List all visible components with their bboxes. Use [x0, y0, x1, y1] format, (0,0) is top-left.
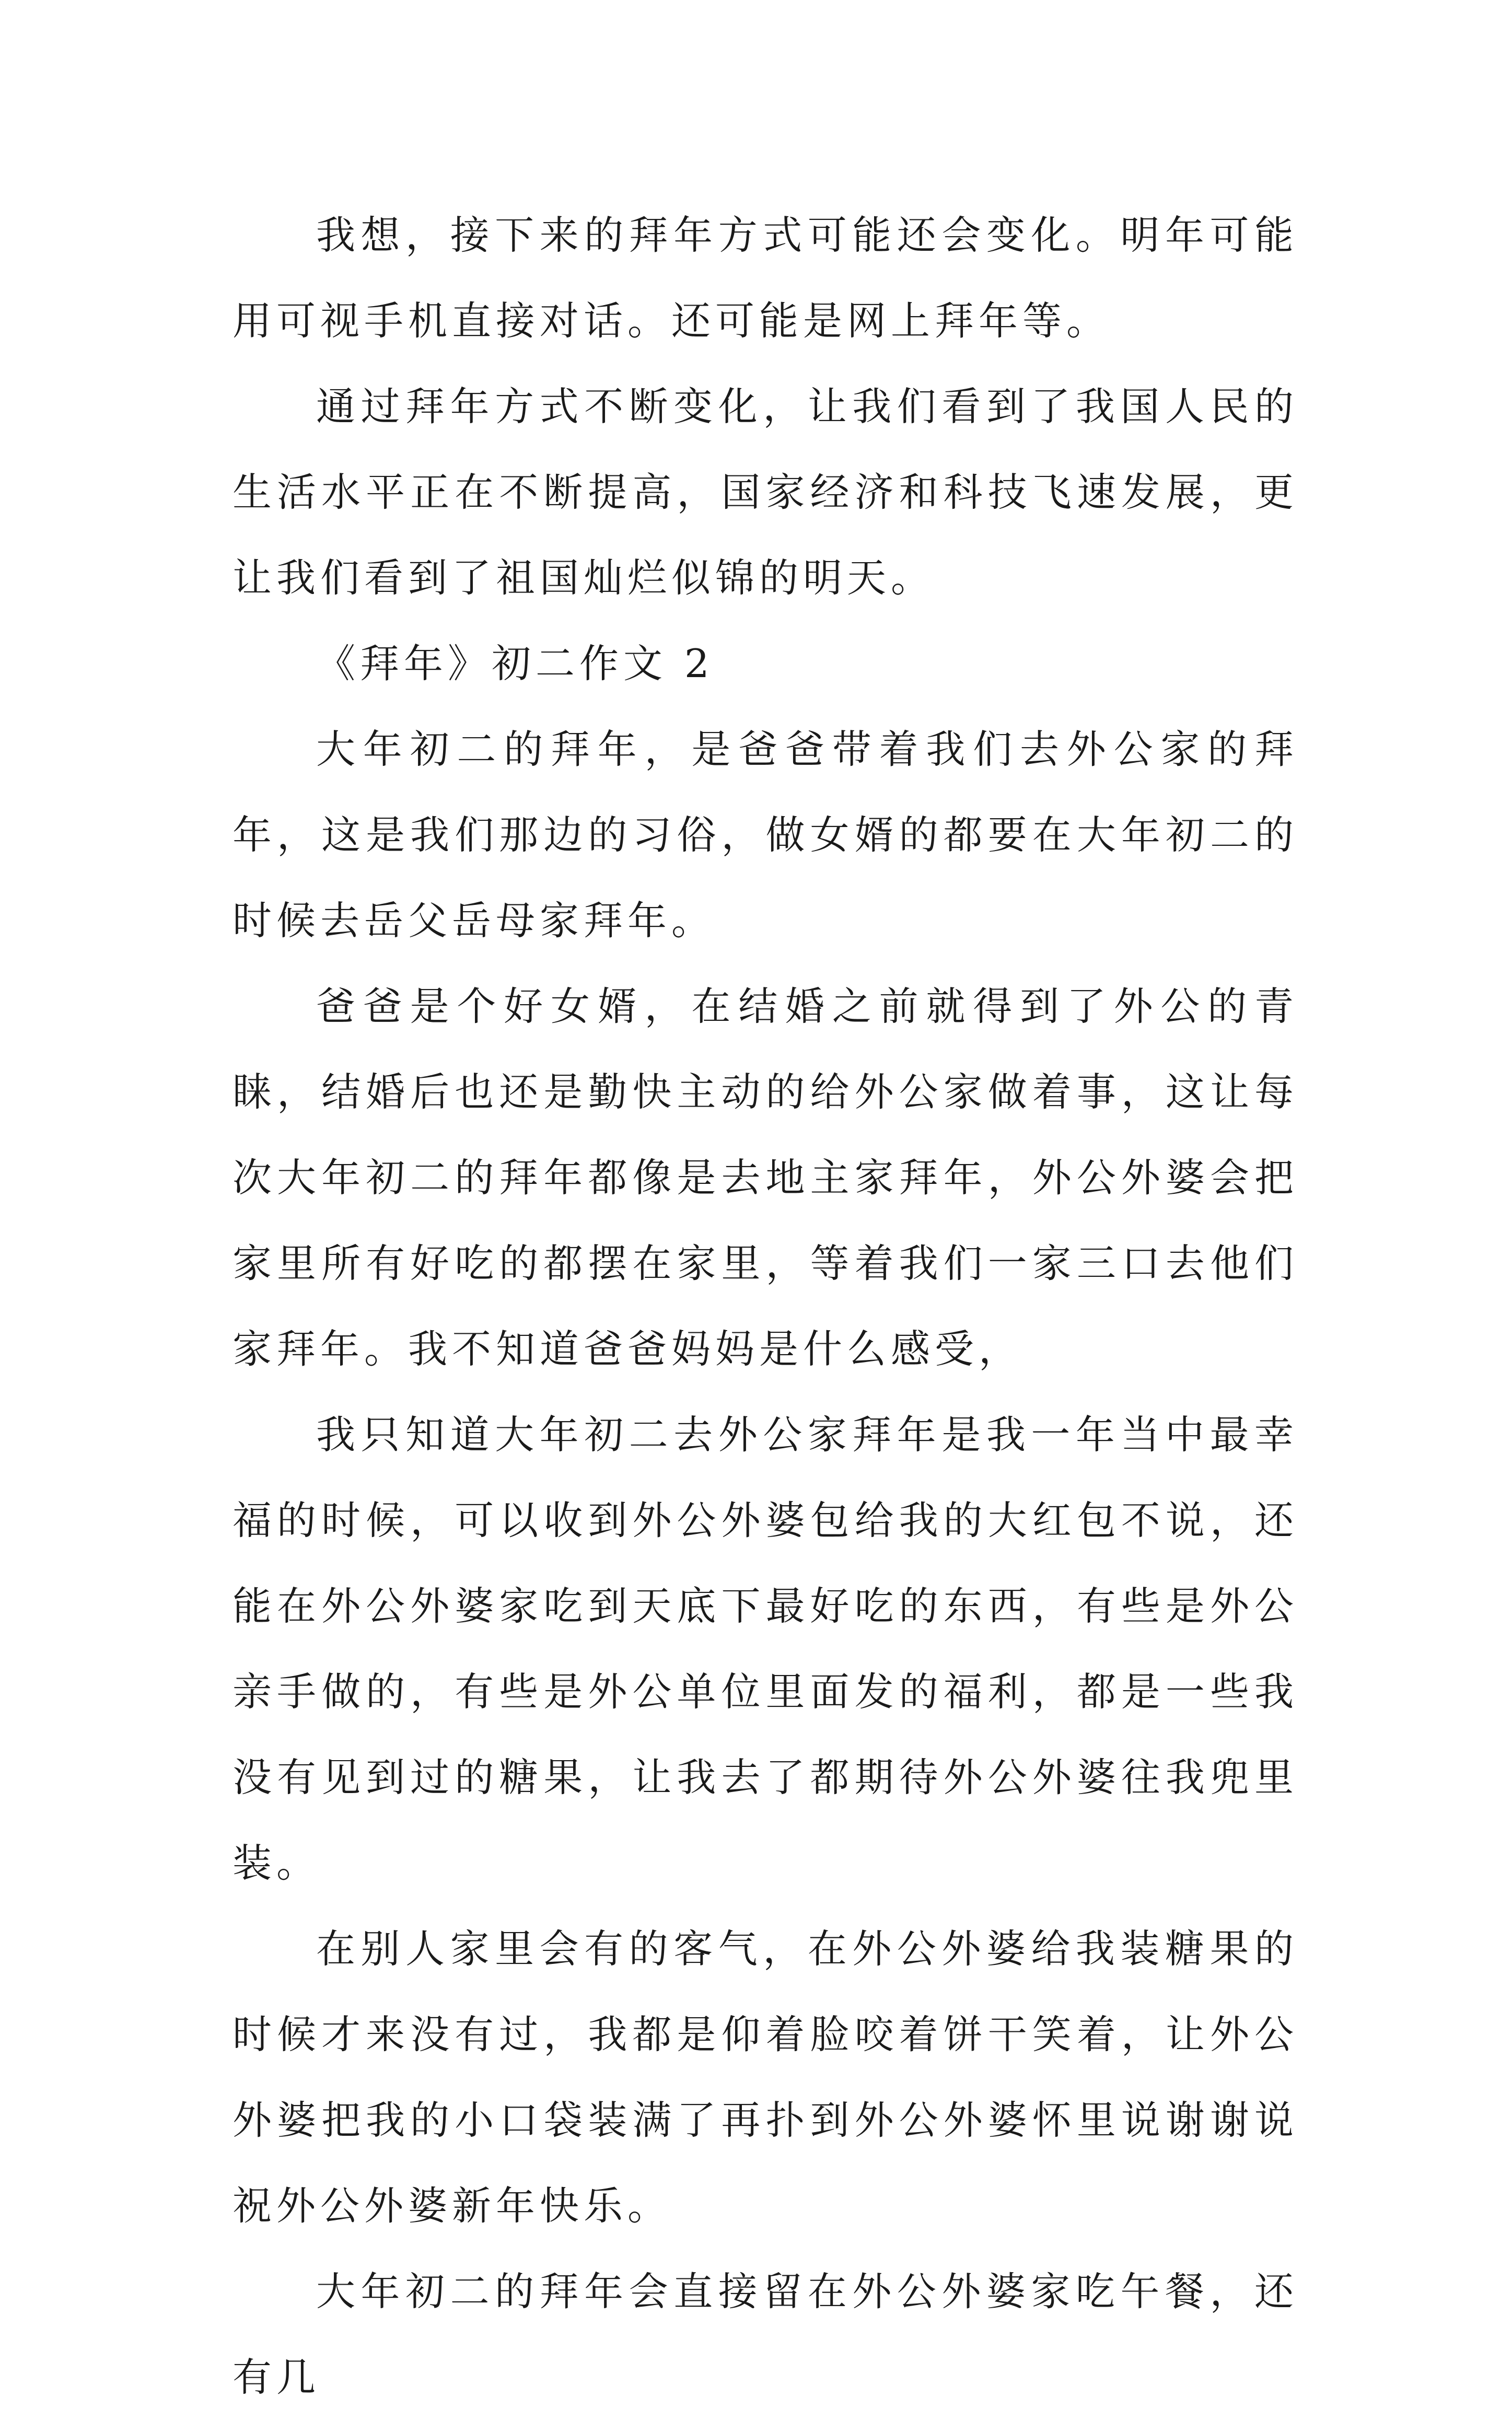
body-paragraph: 我想，接下来的拜年方式可能还会变化。明年可能用可视手机直接对话。还可能是网上拜年等。: [232, 212, 1298, 344]
body-paragraph: 在别人家里会有的客气，在外公外婆给我装糖果的时候才来没有过，我都是仰着脸咬着饼干笑着，让外公外婆把我的小口袋装满了再扑到外公外婆怀里说谢谢说祝外公外婆新年快乐。: [232, 1926, 1298, 2229]
body-paragraph: 爸爸是个好女婿，在结婚之前就得到了外公的青睐，结婚后也还是勤快主动的给外公家做着事，这让每次大年初二的拜年都像是去地主家拜年，外公外婆会把家里所有好吃的都摆在家里，等着我们一家三口去他们家拜年。我不知道爸爸妈妈是什么感受，: [232, 983, 1298, 1372]
body-paragraph: 我只知道大年初二去外公家拜年是我一年当中最幸福的时候，可以收到外公外婆包给我的大红包不说，还能在外公外婆家吃到天底下最好吃的东西，有些是外公亲手做的，有些是外公单位里面发的福利，都是一些我没有见到过的糖果，让我去了都期待外公外婆往我兜里装。: [232, 1412, 1298, 1886]
body-paragraph: 大年初二的拜年，是爸爸带着我们去外公家的拜年，这是我们那边的习俗，做女婿的都要在大年初二的时候去岳父岳母家拜年。: [232, 726, 1298, 944]
document-body: [232, 192, 1298, 2420]
essay-title: 《拜年》初二作文 2: [316, 641, 714, 687]
body-paragraph: 大年初二的拜年会直接留在外公外婆家吃午餐，还有几: [232, 2268, 1298, 2400]
body-paragraph: 通过拜年方式不断变化，让我们看到了我国人民的生活水平正在不断提高，国家经济和科技飞速发展，更让我们看到了祖国灿烂似锦的明天。: [232, 383, 1298, 601]
